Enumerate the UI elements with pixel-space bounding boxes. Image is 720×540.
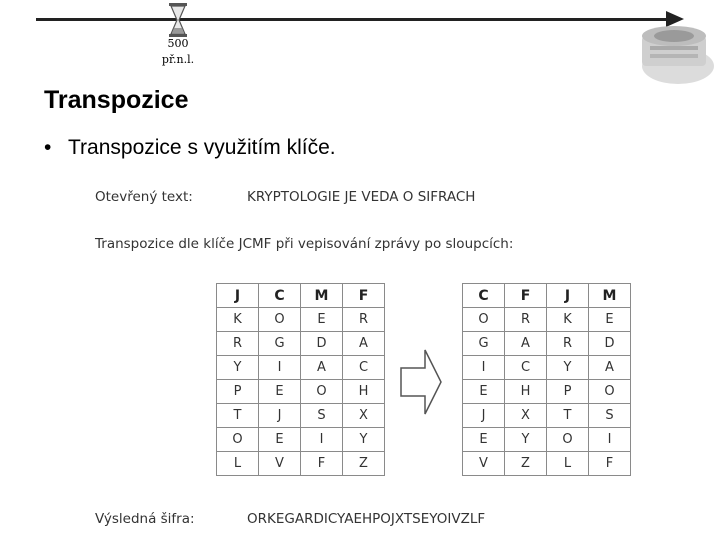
right-table-row xyxy=(463,308,631,332)
right-table-cell: T xyxy=(547,404,589,428)
right-table-cell: H xyxy=(505,380,547,404)
timeline-year: 500 xyxy=(167,37,189,50)
right-table-cell: E xyxy=(463,428,505,452)
right-table-cell: Y xyxy=(547,356,589,380)
cipher-label: Výsledná šifra: xyxy=(95,511,195,527)
right-table-row xyxy=(463,332,631,356)
left-table-cell: S xyxy=(301,404,343,428)
right-table-header: F xyxy=(505,284,547,308)
left-table-cell: P xyxy=(217,380,259,404)
left-table-cell: A xyxy=(301,356,343,380)
left-table-cell: I xyxy=(301,428,343,452)
bullet-item xyxy=(44,136,336,160)
bullet-dot: • xyxy=(44,136,52,159)
cipher-value: ORKEGARDICYAEHPOJXTSEYOIVZLF xyxy=(247,511,486,527)
left-table-cell: X xyxy=(343,404,385,428)
left-table-row xyxy=(217,380,385,404)
right-table-cell: E xyxy=(589,308,631,332)
timeline-line xyxy=(36,18,678,21)
right-table-cell: A xyxy=(589,356,631,380)
left-table-cell: E xyxy=(259,428,301,452)
right-table-cell: P xyxy=(547,380,589,404)
left-table-row xyxy=(217,452,385,476)
left-table-header: C xyxy=(259,284,301,308)
hourglass-icon xyxy=(167,2,189,38)
bullet-text: Transpozice s využitím klíče. xyxy=(68,136,336,159)
right-table-cell: S xyxy=(589,404,631,428)
left-table-cell: O xyxy=(259,308,301,332)
left-table-cell: Y xyxy=(343,428,385,452)
right-table-header: C xyxy=(463,284,505,308)
left-table-cell: R xyxy=(343,308,385,332)
right-table-cell: K xyxy=(547,308,589,332)
left-table-cell: O xyxy=(301,380,343,404)
left-table-header: F xyxy=(343,284,385,308)
right-table-header: M xyxy=(589,284,631,308)
left-table-cell: Z xyxy=(343,452,385,476)
left-table-row xyxy=(217,356,385,380)
right-table-cell: C xyxy=(505,356,547,380)
right-table-cell: I xyxy=(463,356,505,380)
left-table-cell: V xyxy=(259,452,301,476)
left-table-header: J xyxy=(217,284,259,308)
left-table-row xyxy=(217,404,385,428)
right-table-cell: O xyxy=(547,428,589,452)
plaintext-value: KRYPTOLOGIE JE VEDA O SIFRACH xyxy=(247,189,476,205)
right-table-cell: Z xyxy=(505,452,547,476)
enigma-machine-icon xyxy=(628,18,716,90)
left-table-row xyxy=(217,428,385,452)
left-table-cell: I xyxy=(259,356,301,380)
left-table-header: M xyxy=(301,284,343,308)
left-table-cell: Y xyxy=(217,356,259,380)
left-table-cell: J xyxy=(259,404,301,428)
right-table-cell: F xyxy=(589,452,631,476)
right-table-row xyxy=(463,452,631,476)
right-table-cell: J xyxy=(463,404,505,428)
right-table-row xyxy=(463,380,631,404)
right-table-cell: R xyxy=(505,308,547,332)
right-table-cell: A xyxy=(505,332,547,356)
right-table-cell: O xyxy=(589,380,631,404)
left-table-row xyxy=(217,332,385,356)
right-table-row xyxy=(463,404,631,428)
slide-title: Transpozice xyxy=(44,86,189,114)
timeline-era: př.n.l. xyxy=(161,53,195,66)
right-table-cell: I xyxy=(589,428,631,452)
right-table-row xyxy=(463,356,631,380)
left-table-cell: G xyxy=(259,332,301,356)
right-table-cell: E xyxy=(463,380,505,404)
plaintext-label: Otevřený text: xyxy=(95,189,193,205)
right-table-cell: D xyxy=(589,332,631,356)
right-table-cell: X xyxy=(505,404,547,428)
right-table-cell: L xyxy=(547,452,589,476)
left-table-cell: F xyxy=(301,452,343,476)
left-table-cell: D xyxy=(301,332,343,356)
left-table-cell: C xyxy=(343,356,385,380)
right-table-cell: V xyxy=(463,452,505,476)
left-table-row xyxy=(217,308,385,332)
left-table xyxy=(216,283,385,476)
right-table-cell: O xyxy=(463,308,505,332)
right-arrow-icon xyxy=(399,348,443,416)
left-table-cell: H xyxy=(343,380,385,404)
left-table-cell: O xyxy=(217,428,259,452)
right-table xyxy=(462,283,631,476)
left-table-cell: T xyxy=(217,404,259,428)
right-table-header: J xyxy=(547,284,589,308)
right-table-cell: Y xyxy=(505,428,547,452)
transposition-caption: Transpozice dle klíče JCMF při vepisování zprávy po sloupcích: xyxy=(95,236,514,252)
right-table-row xyxy=(463,428,631,452)
right-table-cell: R xyxy=(547,332,589,356)
right-table-header-row xyxy=(463,284,631,308)
left-table-cell: A xyxy=(343,332,385,356)
left-table-cell: E xyxy=(301,308,343,332)
left-table-cell: K xyxy=(217,308,259,332)
left-table-header-row xyxy=(217,284,385,308)
right-table-cell: G xyxy=(463,332,505,356)
left-table-cell: L xyxy=(217,452,259,476)
left-table-cell: R xyxy=(217,332,259,356)
left-table-cell: E xyxy=(259,380,301,404)
